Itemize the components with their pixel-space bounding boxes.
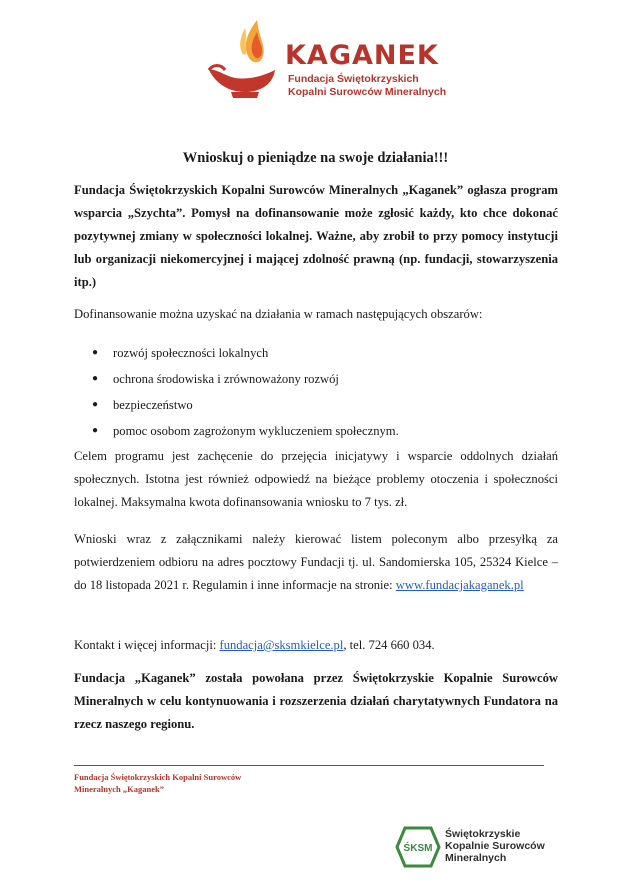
- kaganek-logo: [205, 18, 445, 108]
- website-link[interactable]: www.fundacjakaganek.pl: [395, 578, 524, 592]
- contact-phone: , tel. 724 660 034.: [343, 638, 435, 652]
- brand-subtitle-line2: Kopalni Surowców Mineralnych: [288, 86, 447, 98]
- brand-name: KAGANEK: [285, 40, 439, 71]
- area-label: ochrona środowiska i zrównoważony rozwój: [113, 372, 339, 386]
- footer-divider: [74, 765, 544, 766]
- brand-subtitle-line1: Fundacja Świętokrzyskich: [288, 73, 419, 85]
- intro-paragraph: Fundacja Świętokrzyskich Kopalni Surowców Mineralnych „Kaganek” ogłasza program wsparcia „Szychta”. Pomysł na dofinansowanie może zgłosić każdy, kto chce dokonać pozytywnej zmiany w społeczności lokalnej. Ważne, aby zrobił to przy pomocy instytucji lub organizacji niekomercyjnej i mającej zdolność prawną (np. fundacji, stowarzyszenia itp.): [74, 183, 558, 289]
- contact-prefix: Kontakt i więcej informacji:: [74, 638, 217, 652]
- oil-lamp-icon: [205, 18, 285, 108]
- list-item: [92, 340, 399, 366]
- closing-paragraph: Fundacja „Kaganek” została powołana przez Świętokrzyskie Kopalnie Surowców Mineralnych w celu kontynuowania i rozszerzenia działań charytatywnych Fundatora na rzecz naszego regionu.: [74, 671, 558, 731]
- footer-line1: Fundacja Świętokrzyskich Kopalni Surowców: [74, 772, 242, 782]
- sksm-line2: Kopalnie Surowców: [445, 840, 545, 852]
- list-item: [92, 366, 399, 392]
- goal-paragraph: Celem programu jest zachęcenie do przejęcia inicjatywy i wsparcie oddolnych działań społecznych. Istotna jest również odpowiedź na bieżące problemy otoczenia i społeczności lokalnej. Maksymalna kwota dofinansowania wniosku to 7 tys. zł.: [74, 449, 558, 509]
- sksm-emblem-icon: [395, 824, 441, 870]
- contact-paragraph: [74, 634, 558, 657]
- list-item: [92, 392, 399, 418]
- bullet-icon: ●: [92, 373, 99, 384]
- area-label: pomoc osobom zagrożonym wykluczeniem społecznym.: [113, 424, 399, 438]
- contact-email-link[interactable]: fundacja@sksmkielce.pl: [219, 638, 344, 652]
- bullet-icon: ●: [92, 425, 99, 436]
- bullet-icon: ●: [92, 347, 99, 358]
- area-label: bezpieczeństwo: [113, 398, 193, 412]
- bullet-icon: ●: [92, 399, 99, 410]
- area-label: rozwój społeczności lokalnych: [113, 346, 269, 360]
- sksm-mark: ŚKSM: [403, 843, 433, 854]
- sksm-line3: Mineralnych: [445, 852, 507, 864]
- areas-list: [92, 340, 399, 444]
- sksm-logo: [395, 822, 595, 872]
- footer-line2: Mineralnych „Kaganek”: [74, 784, 164, 794]
- sksm-line1: Świętokrzyskie: [445, 828, 521, 840]
- list-item: [92, 418, 399, 444]
- submission-paragraph: [74, 528, 558, 597]
- submission-text: Wnioski wraz z załącznikami należy kierować listem poleconym albo przesyłką za potwierdzeniem odbioru na adres pocztowy Fundacji tj. ul. Sandomierska 105, 25324 Kielce – do 18 listopada 2021 r. Regulamin i inne informacje na stronie:: [74, 532, 558, 592]
- page-title: Wnioskuj o pieniądze na swoje działania!!!: [182, 150, 449, 166]
- areas-intro: Dofinansowanie można uzyskać na działania w ramach następujących obszarów:: [74, 307, 483, 321]
